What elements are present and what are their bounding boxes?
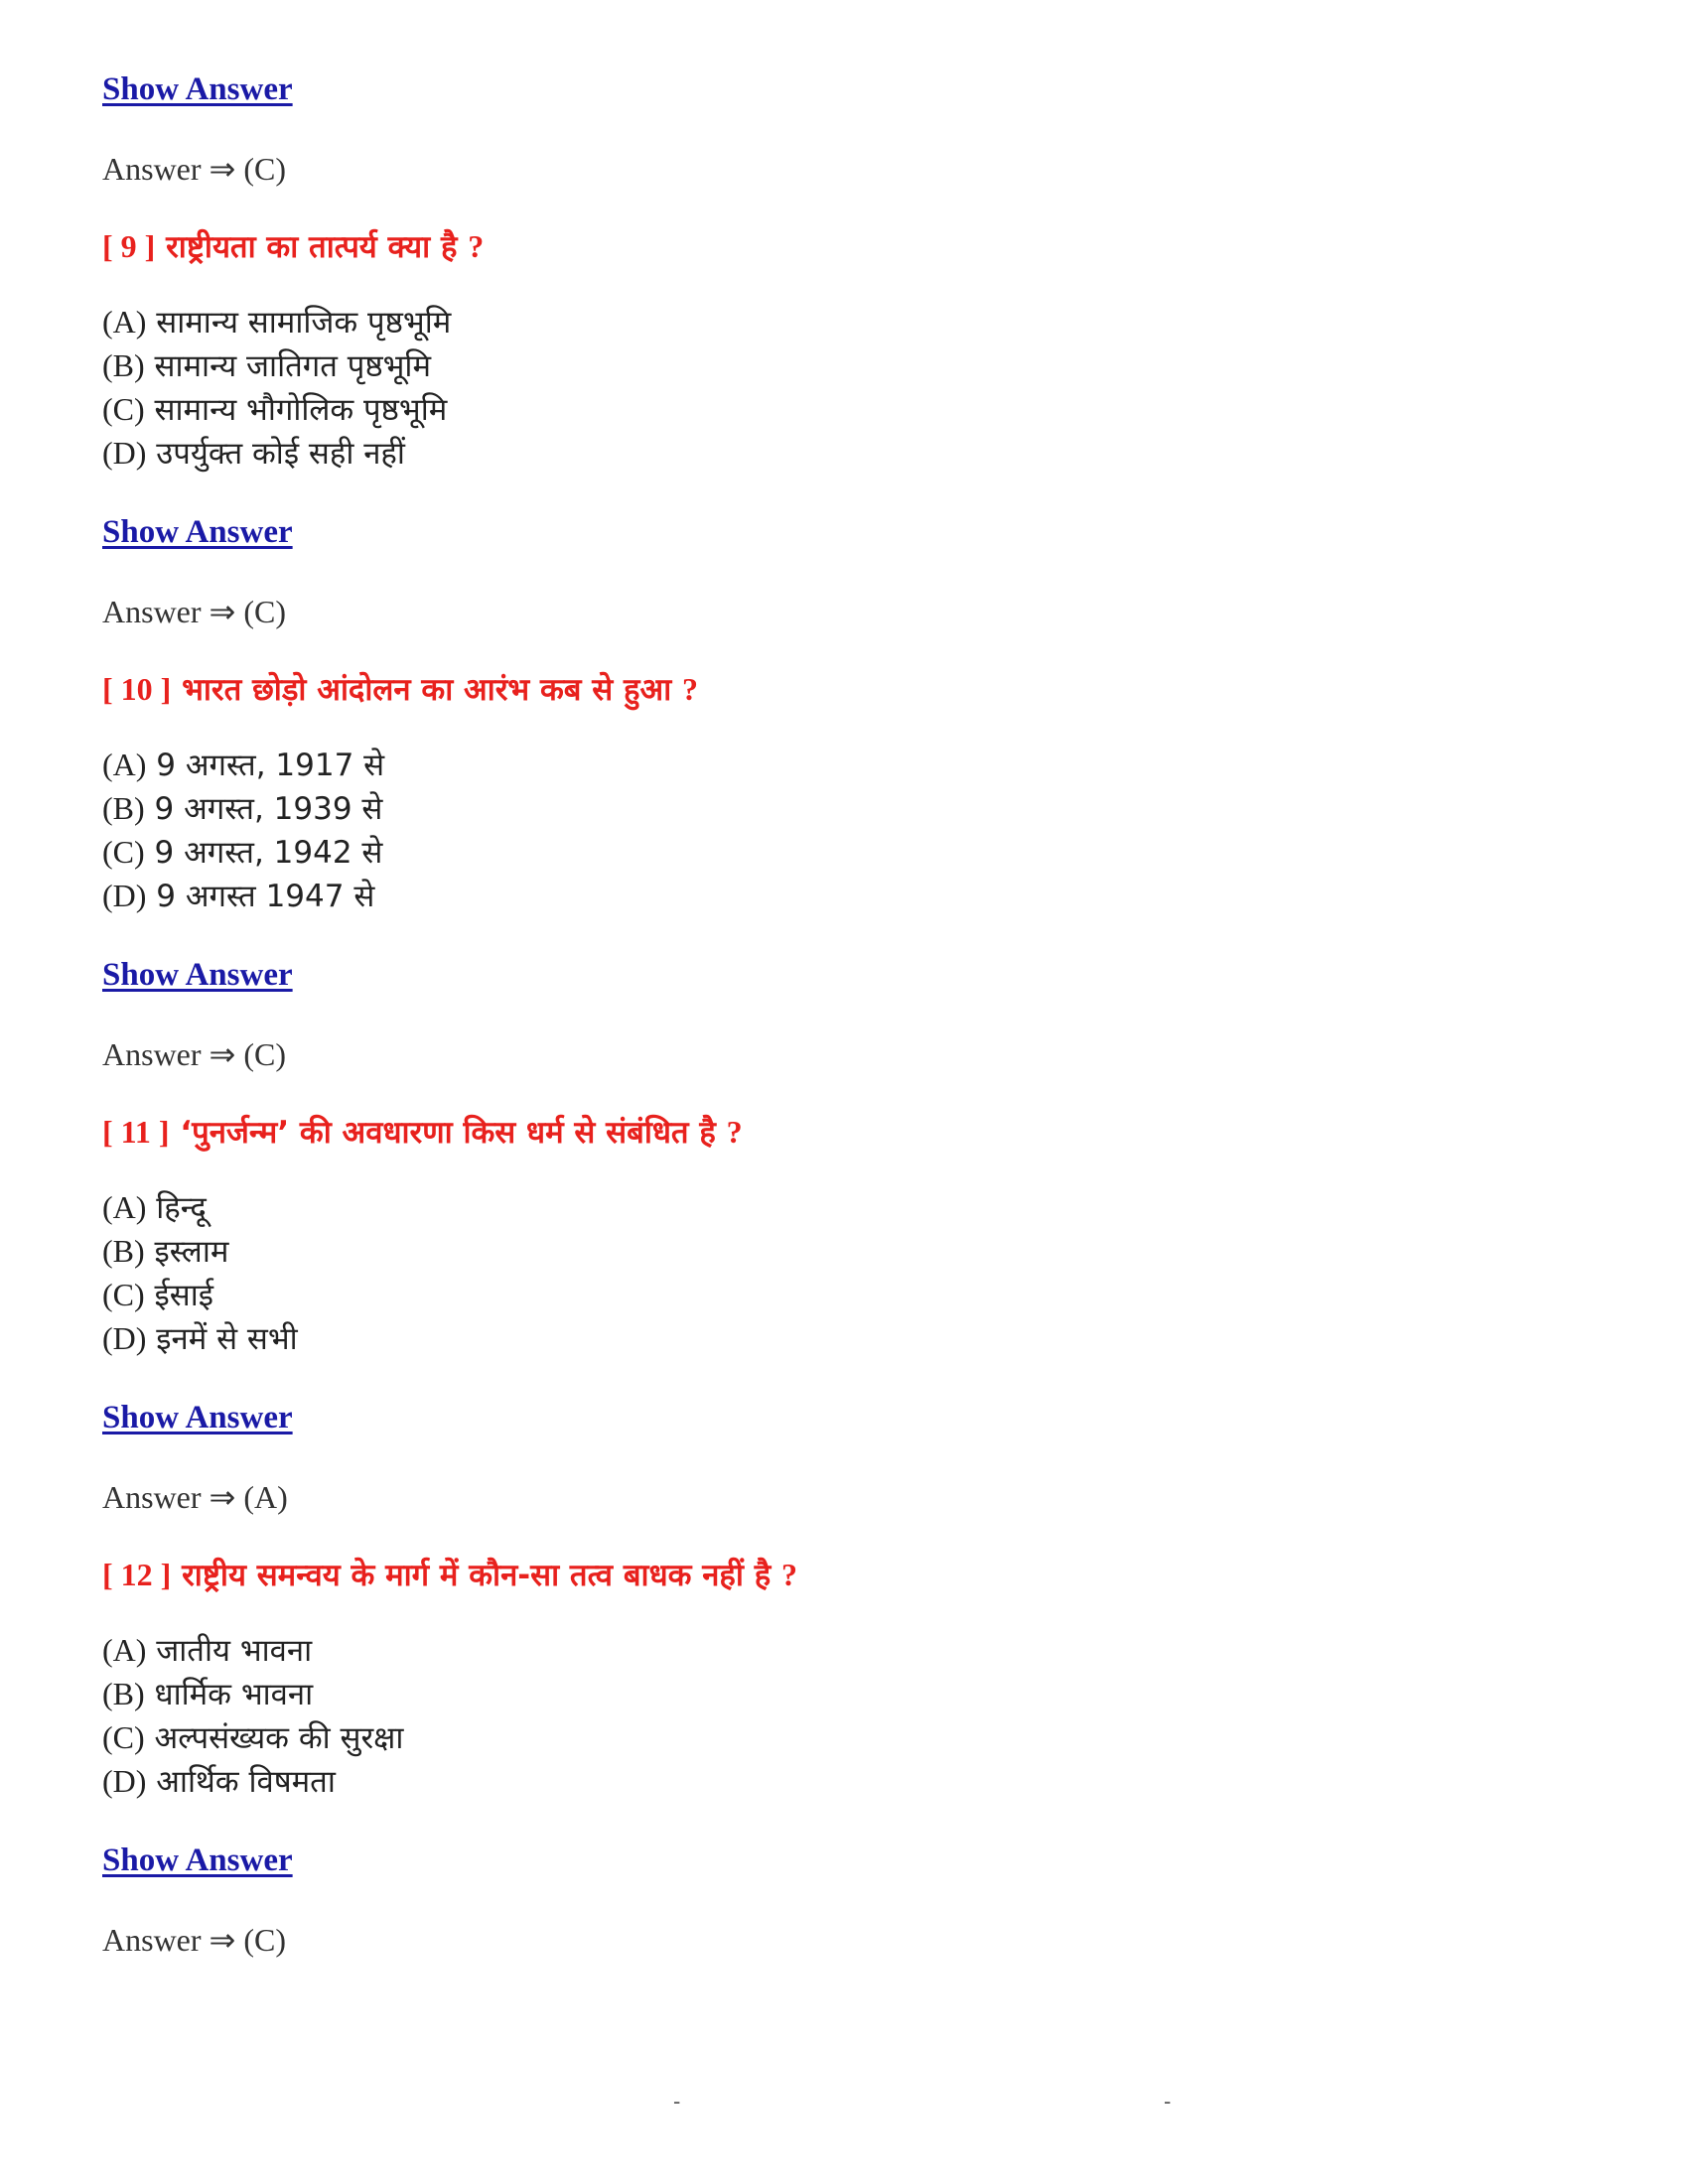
option-d: (D) 9 अगस्त 1947 से xyxy=(102,878,375,914)
option-b: (B) इस्लाम xyxy=(102,1233,229,1270)
show-answer-link-12[interactable]: Show Answer xyxy=(102,1843,293,1878)
option-a: (A) जातीय भावना xyxy=(102,1632,313,1669)
option-c: (C) 9 अगस्त, 1942 से xyxy=(102,834,383,871)
question-text: ‘पुनर्जन्म’ की अवधारणा किस धर्म से संबंधित है xyxy=(180,1115,716,1151)
option-a: (A) 9 अगस्त, 1917 से xyxy=(102,747,385,783)
option-d: (D) आर्थिक विषमता xyxy=(102,1763,336,1800)
question-mark: ? xyxy=(682,671,698,707)
answer-text-12: Answer ⇒ (C) xyxy=(102,1922,286,1958)
question-text: राष्ट्रीय समन्वय के मार्ग में कौन-सा तत्व बाधक नहीं है xyxy=(182,1558,772,1593)
option-c: (C) सामान्य भौगोलिक पृष्ठभूमि xyxy=(102,391,448,428)
option-d: (D) उपर्युक्त कोई सही नहीं xyxy=(102,435,405,472)
footer-mark-right: - xyxy=(1164,2089,1172,2114)
show-answer-link-8[interactable]: Show Answer xyxy=(102,71,293,107)
footer-mark-left: - xyxy=(673,2089,681,2114)
question-text: राष्ट्रीयता का तात्पर्य क्या है xyxy=(166,229,458,265)
options-list-10 xyxy=(102,743,1586,917)
question-number: [ 12 ] xyxy=(102,1557,172,1592)
options-list-11 xyxy=(102,1185,1586,1360)
option-b: (B) धार्मिक भावना xyxy=(102,1676,314,1712)
options-list-12 xyxy=(102,1628,1586,1803)
quiz-page xyxy=(102,69,1586,1960)
answer-text-8: Answer ⇒ (C) xyxy=(102,151,286,187)
question-mark: ? xyxy=(780,1557,797,1592)
option-c: (C) ईसाई xyxy=(102,1277,213,1313)
answer-text-11: Answer ⇒ (A) xyxy=(102,1479,288,1515)
question-mark: ? xyxy=(468,228,485,264)
question-text: भारत छोड़ो आंदोलन का आरंभ कब से हुआ xyxy=(182,672,672,708)
question-10 xyxy=(102,667,1586,711)
option-a: (A) हिन्दू xyxy=(102,1189,207,1226)
show-answer-link-9[interactable]: Show Answer xyxy=(102,514,293,550)
answer-text-10: Answer ⇒ (C) xyxy=(102,1036,286,1072)
option-c: (C) अल्पसंख्यक की सुरक्षा xyxy=(102,1719,404,1756)
options-list-9 xyxy=(102,300,1586,475)
option-d: (D) इनमें से सभी xyxy=(102,1320,298,1357)
show-answer-link-10[interactable]: Show Answer xyxy=(102,957,293,993)
answer-text-9: Answer ⇒ (C) xyxy=(102,594,286,629)
option-b: (B) सामान्य जातिगत पृष्ठभूमि xyxy=(102,347,431,384)
show-answer-link-11[interactable]: Show Answer xyxy=(102,1400,293,1435)
question-9 xyxy=(102,224,1586,268)
question-12 xyxy=(102,1553,1586,1596)
question-number: [ 11 ] xyxy=(102,1114,170,1150)
question-number: [ 9 ] xyxy=(102,228,156,264)
question-number: [ 10 ] xyxy=(102,671,172,707)
option-b: (B) 9 अगस्त, 1939 से xyxy=(102,790,383,827)
question-11 xyxy=(102,1110,1586,1154)
option-a: (A) सामान्य सामाजिक पृष्ठभूमि xyxy=(102,304,452,341)
question-mark: ? xyxy=(726,1114,743,1150)
